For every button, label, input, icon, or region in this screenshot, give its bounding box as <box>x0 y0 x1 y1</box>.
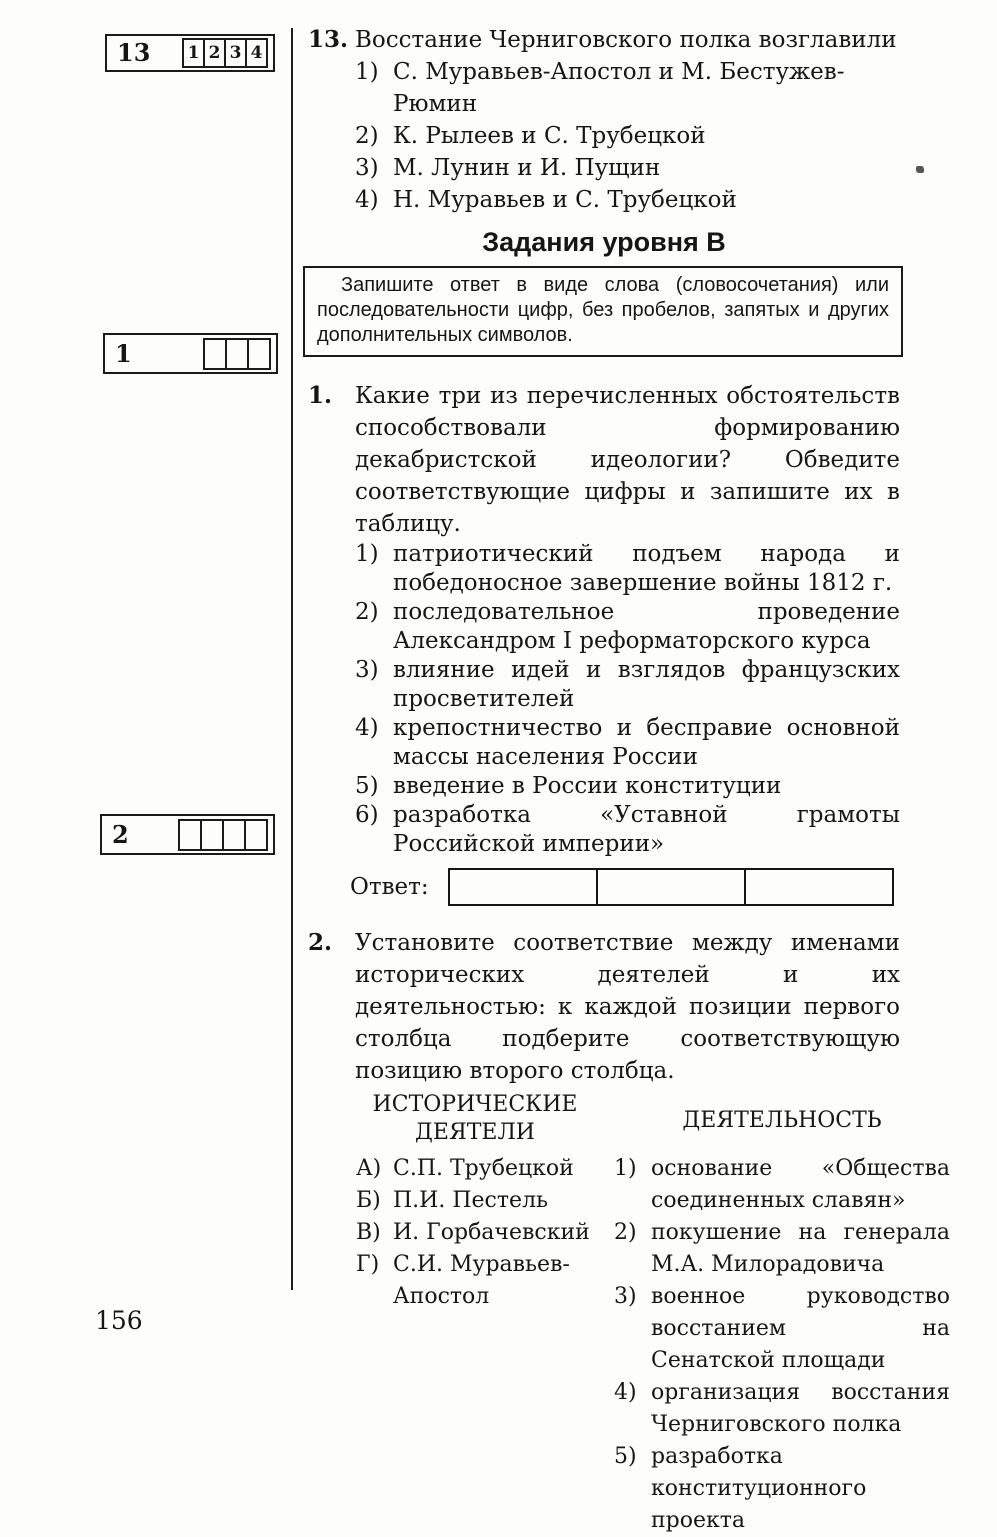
question-number: 1. <box>308 382 333 409</box>
item-text: военное руководство восстанием на Сенатской площади <box>651 1284 950 1373</box>
match-item <box>356 1153 594 1185</box>
answer-digit-cell <box>200 819 224 851</box>
item-number: 5) <box>614 1444 637 1469</box>
question-number: 2. <box>308 929 333 956</box>
option-text: влияние идей и взглядов французских просветителей <box>393 657 900 712</box>
answer-digit-cell: 3 <box>224 38 247 68</box>
option-text: М. Лунин и И. Пущин <box>393 155 661 181</box>
option <box>355 152 900 184</box>
margin-divider-line <box>291 28 293 1290</box>
answer-digit-cell <box>244 819 268 851</box>
answer-digit-cell: 1 <box>182 38 205 68</box>
question-text: Установите соответствие между именами исторических деятелей и их деятельностью: к каждой позиции первого столбца подберите соответствующую позицию второго столбца. <box>355 930 900 1084</box>
matching-columns <box>308 1091 950 1537</box>
item-letter: Г) <box>356 1252 380 1277</box>
option-text: крепостничество и бесправие основной массы населения России <box>393 715 900 770</box>
option <box>355 120 900 152</box>
margin-answer-box-q13 <box>105 34 275 72</box>
answer-digit-cell <box>222 819 246 851</box>
question-2 <box>308 927 900 1087</box>
option <box>355 540 900 598</box>
answer-row <box>308 868 900 906</box>
match-item <box>614 1377 950 1441</box>
question-1 <box>308 380 900 859</box>
option-text: С. Муравьев-Апостол и М. Бестужев-Рюмин <box>393 59 845 117</box>
answer-digit-cell: 4 <box>245 38 268 68</box>
answer-digit-cells <box>205 338 271 370</box>
ink-speck <box>916 166 924 173</box>
item-text: С.П. Трубецкой <box>393 1156 574 1181</box>
answer-table-cell <box>744 870 892 904</box>
item-text: разработка конституционного проекта <box>651 1444 867 1533</box>
answer-label: Ответ: <box>350 874 429 901</box>
option-number: 4) <box>355 187 379 213</box>
option-text: введение в России конституции <box>393 773 782 799</box>
option-number: 3) <box>355 657 379 683</box>
answer-digit-cells <box>184 38 268 68</box>
option-number: 2) <box>355 599 379 625</box>
option-text: патриотический подъем народа и победоносное завершение войны 1812 г. <box>393 541 900 596</box>
question-text: Какие три из перечисленных обстоятельств способствовали формированию декабристской идеологии? Обведите соответствующие цифры и запишите их в таблицу. <box>355 383 900 537</box>
item-text: П.И. Пестель <box>393 1188 549 1213</box>
match-item <box>614 1217 950 1281</box>
answer-table-cell <box>596 870 744 904</box>
option <box>355 656 900 714</box>
answer-digit-cell <box>225 338 249 370</box>
option-text: последовательное проведение Александром I реформаторского курса <box>393 599 900 654</box>
margin-box-label: 13 <box>117 38 151 67</box>
option-number: 5) <box>355 773 379 799</box>
margin-answer-box-q2 <box>100 814 275 855</box>
option-number: 2) <box>355 123 379 149</box>
item-number: 1) <box>614 1156 637 1181</box>
option <box>355 801 900 859</box>
item-letter: А) <box>356 1156 382 1181</box>
margin-box-label: 1 <box>115 338 132 368</box>
question-13 <box>308 24 900 216</box>
options-list <box>355 540 900 859</box>
section-title: Задания уровня В <box>482 227 726 257</box>
question-text: Восстание Черниговского полка возглавили <box>355 27 897 53</box>
instruction-text: Запишите ответ в виде слова (словосочетания) или последовательности цифр, без пробелов, запятых и других дополнительных символов. <box>317 274 889 346</box>
answer-table <box>448 868 894 906</box>
answer-digit-cell <box>247 338 271 370</box>
answer-table-cell <box>450 870 596 904</box>
option-text: Н. Муравьев и С. Трубецкой <box>393 187 737 213</box>
option-number: 6) <box>355 802 379 828</box>
option <box>355 772 900 801</box>
option <box>355 184 900 216</box>
item-text: основание «Общества соединенных славян» <box>651 1156 950 1213</box>
item-text: покушение на генерала М.А. Милорадовича <box>651 1220 950 1277</box>
item-text: И. Горбачевский <box>393 1220 590 1245</box>
answer-digit-cell: 2 <box>203 38 226 68</box>
match-item <box>356 1217 594 1249</box>
main-text-column <box>308 24 950 1537</box>
item-letter: В) <box>356 1220 381 1245</box>
item-number: 4) <box>614 1380 637 1405</box>
option-number: 1) <box>355 59 379 85</box>
item-number: 2) <box>614 1220 637 1245</box>
match-item <box>356 1185 594 1217</box>
matching-left-column <box>356 1091 594 1537</box>
option <box>355 714 900 772</box>
match-item <box>614 1153 950 1217</box>
margin-box-label: 2 <box>112 819 129 849</box>
matching-right-column <box>614 1091 950 1537</box>
option-number: 3) <box>355 155 379 181</box>
item-text: организация восстания Черниговского полка <box>651 1380 950 1437</box>
answer-digit-cell <box>178 819 202 851</box>
right-column-header: ДЕЯТЕЛЬНОСТЬ <box>682 1108 882 1133</box>
item-text: С.И. Муравьев-Апостол <box>393 1252 570 1309</box>
answer-digit-cell <box>203 338 227 370</box>
item-letter: Б) <box>356 1188 381 1213</box>
option-text: К. Рылеев и С. Трубецкой <box>393 123 706 149</box>
margin-answer-box-q1 <box>103 333 278 374</box>
option <box>355 598 900 656</box>
option-text: разработка «Уставной грамоты Российской империи» <box>393 802 900 857</box>
match-item <box>614 1281 950 1377</box>
match-item <box>356 1249 594 1313</box>
option <box>355 56 900 120</box>
question-number: 13. <box>308 26 349 53</box>
options-list <box>355 56 900 216</box>
option-number: 1) <box>355 541 379 567</box>
instruction-box <box>303 266 903 357</box>
left-column-header: ИСТОРИЧЕСКИЕ ДЕЯТЕЛИ <box>372 1092 578 1145</box>
match-item <box>614 1441 950 1537</box>
page-number: 156 <box>95 1306 143 1335</box>
option-number: 4) <box>355 715 379 741</box>
item-number: 3) <box>614 1284 637 1309</box>
answer-digit-cells <box>180 819 268 851</box>
